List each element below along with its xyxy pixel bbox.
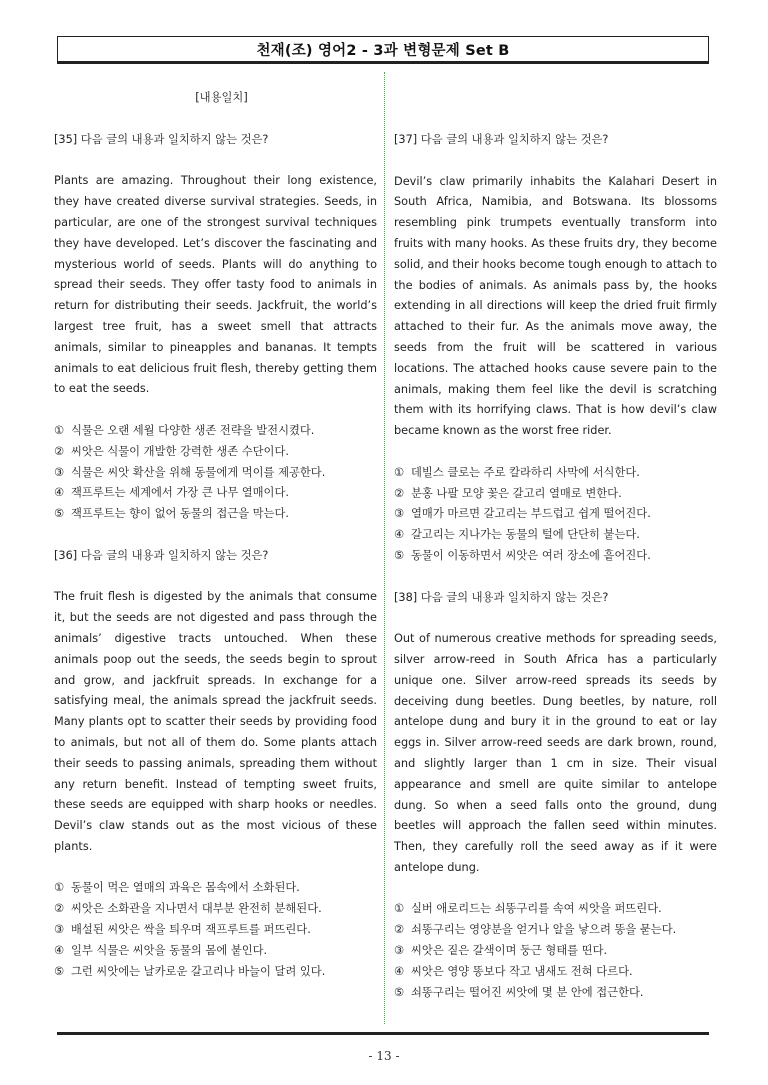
choice-list bbox=[394, 463, 717, 567]
choice-item: ③ 씨앗은 짙은 갈색이며 둥근 형태를 띤다. bbox=[394, 944, 608, 958]
question-38 bbox=[394, 588, 717, 1004]
page-header bbox=[57, 36, 709, 64]
choice-item: ⑤ 동물이 이동하면서 씨앗은 여러 장소에 흩어진다. bbox=[394, 548, 651, 562]
choice-item: ② 씨앗은 소화관을 지나면서 대부분 완전히 분해된다. bbox=[54, 902, 322, 916]
column-divider bbox=[384, 72, 385, 1024]
choice-item: ② 씨앗은 식물이 개발한 강력한 생존 수단이다. bbox=[54, 444, 289, 458]
question-35 bbox=[54, 130, 377, 525]
choice-item: ① 데빌스 클로는 주로 칼라하리 사막에 서식한다. bbox=[394, 465, 640, 479]
choice-item: ② 분홍 나팔 모양 꽃은 갈고리 열매로 변한다. bbox=[394, 486, 622, 500]
page-number: - 13 - bbox=[368, 1049, 400, 1063]
question-heading: [37] 다음 글의 내용과 일치하지 않는 것은? bbox=[394, 133, 609, 146]
question-heading: [36] 다음 글의 내용과 일치하지 않는 것은? bbox=[54, 548, 269, 562]
choice-item: ⑤ 그런 씨앗에는 날카로운 갈고리나 바늘이 달려 있다. bbox=[54, 964, 326, 978]
section-label: [내용일치] bbox=[195, 91, 248, 104]
choice-item: ① 식물은 오랜 세월 다양한 생존 전략을 발전시켰다. bbox=[54, 423, 315, 437]
choice-item: ① 실버 애로리드는 쇠똥구리를 속여 씨앗을 퍼뜨린다. bbox=[394, 902, 662, 916]
choice-item: ③ 배설된 씨앗은 싹을 틔우며 잭프루트를 퍼뜨린다. bbox=[54, 923, 311, 937]
choice-item: ④ 잭프루트는 세계에서 가장 큰 나무 열매이다. bbox=[54, 486, 289, 500]
question-heading: [35] 다음 글의 내용과 일치하지 않는 것은? bbox=[54, 132, 269, 146]
choice-item: ① 동물이 먹은 열매의 과육은 몸속에서 소화된다. bbox=[54, 881, 300, 895]
footer-rule bbox=[57, 1032, 709, 1035]
left-column bbox=[54, 88, 377, 982]
question-36 bbox=[54, 546, 377, 983]
choice-item: ⑤ 잭프루트는 향이 없어 동물의 접근을 막는다. bbox=[54, 507, 289, 521]
page-title: 천재(조) 영어2 - 3과 변형문제 Set B bbox=[256, 42, 510, 59]
question-passage: Out of numerous creative methods for spreading seeds, silver arrow-reed in South Africa has a particularly unique one. Silver arrow-reed spreads its seeds by deceiving dung beetles. Dung beetles, by nature, roll antelope dung and bury it in the ground to eat or lay eggs in. Silver arrow-reed seeds are dark brown, round, and slightly larger than 1 cm in size. Their visual appearance and smell are quite similar to antelope dung. So when a seed falls onto the ground, dung beetles will approach the fallen seed within minutes. Then, they carefully roll the seed away as if it were antelope dung. bbox=[394, 632, 717, 874]
choice-item: ③ 식물은 씨앗 확산을 위해 동물에게 먹이를 제공한다. bbox=[54, 465, 326, 479]
choice-item: ④ 씨앗은 영양 똥보다 작고 냄새도 전혀 다르다. bbox=[394, 964, 633, 978]
question-passage: The fruit flesh is digested by the animals that consume it, but the seeds are not digested and pass through the animals’ digestive tracts untouched. When these animals poop out the seeds, the seeds begin to sprout and grow, and jackfruit spreads. In exchange for a satisfying meal, the animals spread the jackfruit seeds. Many plants opt to scatter their seeds by providing food to animals, but not all of them do. Some plants attach their seeds to passing animals, spreading them without any return benefit. Instead of tempting sweet fruits, these seeds are equipped with sharp hooks or needles. Devil’s claw stands out as the most vicious of these plants. bbox=[54, 590, 377, 853]
choice-list bbox=[54, 878, 377, 982]
choice-list bbox=[54, 421, 377, 525]
question-heading: [38] 다음 글의 내용과 일치하지 않는 것은? bbox=[394, 590, 609, 604]
choice-item: ② 쇠똥구리는 영양분을 얻거나 알을 낳으려 똥을 묻는다. bbox=[394, 923, 677, 937]
question-passage: Plants are amazing. Throughout their long existence, they have created diverse survival strategies. Seeds, in particular, are one of the strongest survival techniques they have developed. Let’s discover the fascinating and mysterious world of seeds. Plants will do anything to spread their seeds. They offer tasty food to animals in return for distributing their seeds. Jackfruit, the world’s largest tree fruit, has a sweet smell that attracts animals, similar to pineapples and bananas. It tempts animals to eat delicious fruit flesh, thereby getting them to eat the seeds. bbox=[54, 174, 377, 396]
choice-list bbox=[394, 899, 717, 1003]
right-column bbox=[394, 130, 717, 1003]
choice-item: ⑤ 쇠똥구리는 떨어진 씨앗에 몇 분 안에 접근한다. bbox=[394, 985, 644, 999]
choice-item: ④ 갈고리는 지나가는 동물의 털에 단단히 붙는다. bbox=[394, 528, 640, 542]
question-passage: Devil’s claw primarily inhabits the Kalahari Desert in South Africa, Namibia, and Botswana. Its blossoms resembling pink trumpets eventually transform into fruits with many hooks. As these fruits dry, they become solid, and their hooks become tough enough to attach to the bodies of animals. As animals pass by, the hooks extending in all directions will keep the dried fruit firmly attached to their fur. As the animals move away, the seeds from the fruit will be scattered in various locations. The attached hooks cause severe pain to the animals, making them feel like the devil is scratching them with its horrifying claws. That is how devil’s claw became known as the worst free rider. bbox=[394, 174, 717, 438]
choice-item: ③ 열매가 마르면 갈고리는 부드럽고 쉽게 떨어진다. bbox=[394, 507, 651, 521]
question-37 bbox=[394, 130, 717, 567]
choice-item: ④ 일부 식물은 씨앗을 동물의 몸에 붙인다. bbox=[54, 943, 268, 957]
